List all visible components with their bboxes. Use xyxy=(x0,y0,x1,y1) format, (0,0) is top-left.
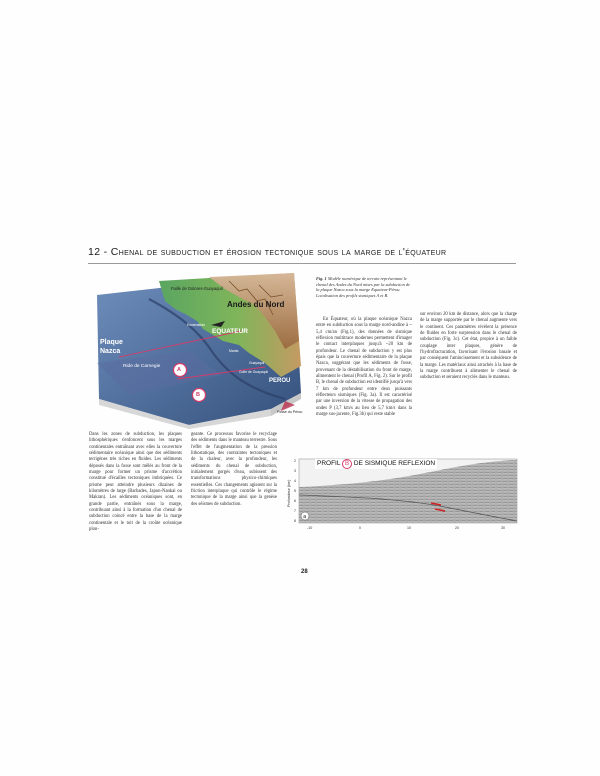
terrain-map-svg xyxy=(89,271,303,429)
x-tick: 20 xyxy=(455,526,459,530)
text-column-4 xyxy=(420,312,517,382)
text-column-2 xyxy=(191,432,277,508)
y-tick: 2 xyxy=(294,459,296,463)
section-heading: 12 - Chenal de subduction et érosion tectonique sous la marge de l'équateur xyxy=(88,246,447,258)
x-tick: -10 xyxy=(307,526,313,530)
caption-fig-label: Fig. 1 xyxy=(316,276,327,281)
label-profile-b: B xyxy=(196,392,200,398)
y-tick: 3 xyxy=(294,469,296,473)
label-fosse: Fossé du Pérou xyxy=(277,410,303,414)
y-tick: 6 xyxy=(294,499,296,503)
label-ride: Ride de Carnegie xyxy=(123,364,161,369)
page-number: 28 xyxy=(301,569,308,575)
label-nazca: Nazca xyxy=(100,348,121,355)
heading-rule xyxy=(88,263,516,264)
label-faille: Faille de Dolores-Guayaquil xyxy=(171,286,223,291)
paragraph: En Équateur, où la plaque océanique Nazca entre en subduction sous la marge nord-andine à ~ 5,4 cm/an (Fig.1), des données de sismique réflexion multitrace modernes permettent d'imager le contact interplaques jusqu'à ~20 km de profondeur. Le chenal de subduction y est plus épais que la couverture sédimentaire de la plaque Nazca, suggérant que les sédiments de fosse, provenant de la déstabilisation du front de marge, alimentent le chenal (Profil A, Fig. 2). Sur le profil B, le chenal de subduction est identifié jusqu'à vers 7 km de profondeur entre deux puissants réflecteurs sismiques (Fig. 3a). Il est caractérisé par une inversion de la vitesse de propagation des ondes P (3,7 km/s au lieu de 5,7 km/s dans la marge sus-jacente, Fig.3b) qui reste stable xyxy=(316,317,413,418)
seismic-svg xyxy=(285,457,519,553)
terrain-map-figure xyxy=(89,271,303,429)
panel-label: a xyxy=(303,514,307,520)
y-tick: 5 xyxy=(294,489,296,493)
label-perou: PEROU xyxy=(269,378,291,384)
seismic-title xyxy=(315,459,437,469)
label-city: Golfe de Guayaquil xyxy=(239,370,269,374)
label-plaque: Plaque xyxy=(100,339,123,346)
x-tick: 0 xyxy=(359,526,361,530)
label-city: Guayaquil xyxy=(249,361,265,365)
label-city: Esmeraldas xyxy=(187,323,205,327)
seismic-title-post: DE SISMIQUE REFLEXION xyxy=(352,460,436,467)
label-equateur: EQUATEUR xyxy=(212,328,248,335)
seismic-title-pre: PROFIL xyxy=(317,460,343,467)
label-city: Manta xyxy=(229,349,239,353)
text-column-3 xyxy=(316,317,412,419)
paragraph: sur environ 20 km de distance, alors que la charge de la marge supportée par le chenal augmente vers le continent. Ces paramètres révèlent la présence de fluides en forte surpression dans le chenal de subduction (Fig. 3c). Cet état, propice à un faible couplage inter plaques, génère de l'hydrofracturation, favorisant l'érosion basale et par conséquent l'amincissement et la subsidence de la marge. Les matériaux ainsi arrachés à la base de la marge contribuent à alimenter le chenal de subduction et seraient recyclés dans le manteau. xyxy=(420,312,517,381)
label-profile-a: A xyxy=(177,367,181,373)
x-tick: 10 xyxy=(407,526,411,530)
seismic-profile-figure xyxy=(285,457,519,553)
caption-text: Modèle numérique de terrain représentant le chenal des Andes du Nord mises par la subduction de la plaque Nazca sous la marge Equateur-Pérou. Localisation des profils sismiques A et B. xyxy=(316,276,411,298)
text-column-1 xyxy=(89,432,182,534)
y-tick: 4 xyxy=(294,479,296,483)
seismic-title-letter: B xyxy=(342,459,352,469)
y-tick: 7 xyxy=(294,509,296,513)
paragraph: Dans les zones de subduction, les plaques lithosphériques s'enfoncent sous les marges continentales entraînant avec elles la couverture sédimentaire océanique ainsi que des sédiments terrigènes très riches en fluides. Les sédiments déposés dans la fosse sont mêlés au front de la marge pour former un prisme d'accrétion constitué d'écailles tectoniques imbriquées. Ce prisme peut atteindre plusieurs dizaines de kilomètres de large (Barbades, Japon-Nankai ou Makran). Les sédiments océaniques sont, en grande partie, entraînés sous la marge, contribuant ainsi à la formation d'un chenal de subduction coincé entre la base de la marge continentale et le toit de la croûte océanique plon- xyxy=(89,432,182,533)
paragraph: geante. Ce processus favorise le recyclage des sédiments dans le manteau terrestre. Sous l'effet de l'augmentation de la pression lithostatique, des contraintes tectoniques et de la chaleur, avec la profondeur, les sédiments du chenal de subduction, initialement gorgés d'eau, subissent des transformations physico-chimiques essentielles. Ces changements agissent sur la friction interplaque qui contrôle le régime tectonique de la marge ainsi que la genèse des séismes de subduction. xyxy=(191,432,277,507)
x-tick: 30 xyxy=(501,526,505,530)
y-axis-label: Profondeur (km) xyxy=(287,479,291,507)
label-andes: Andes du Nord xyxy=(227,300,285,309)
figure-caption xyxy=(316,276,414,298)
y-tick: 8 xyxy=(294,519,296,523)
